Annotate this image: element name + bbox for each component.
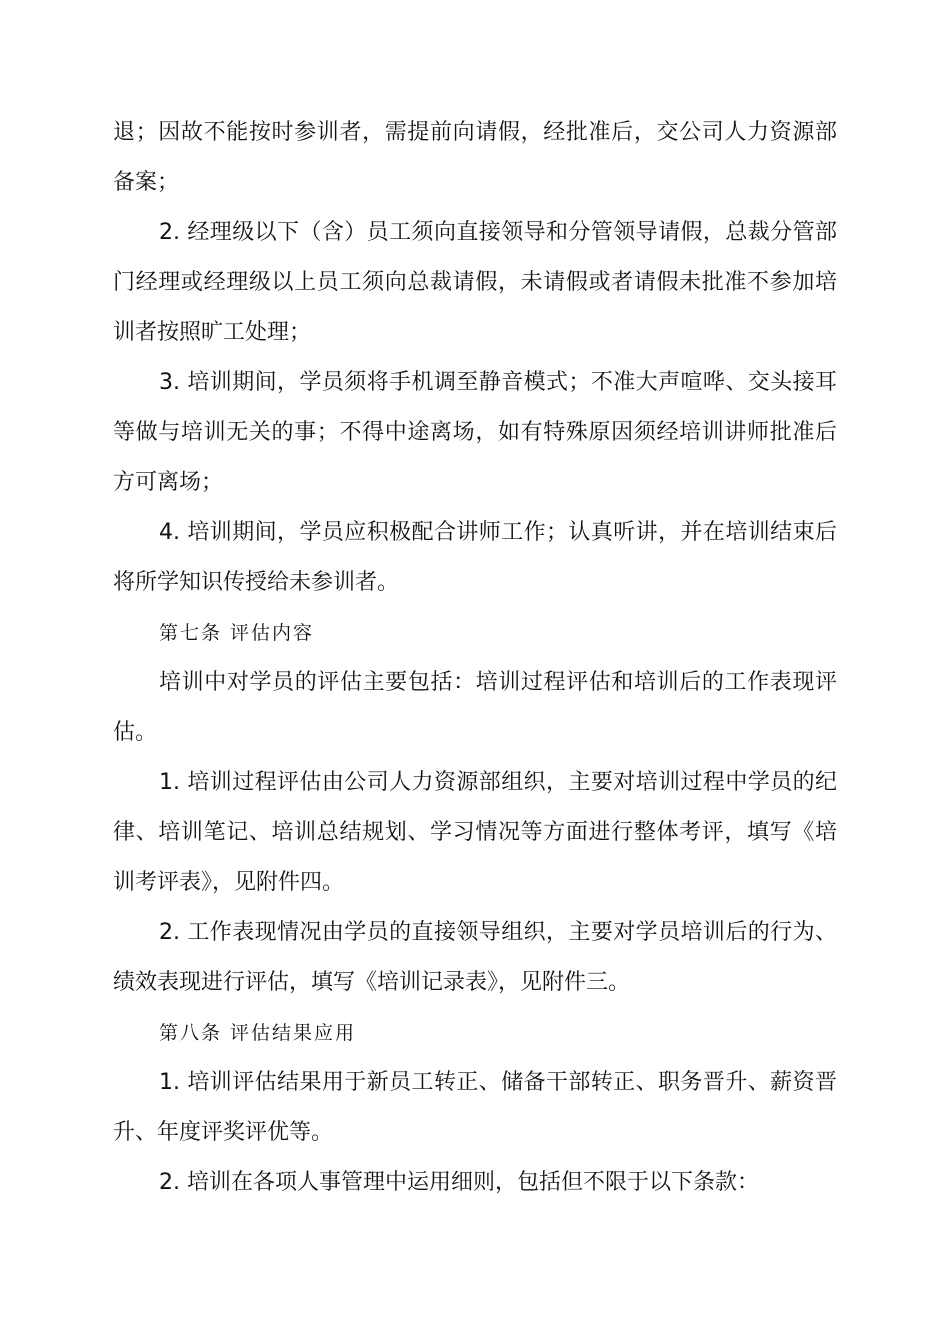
paragraph-hr-rules: 2. 培训在各项人事管理中运用细则，包括但不限于以下条款： [159, 1170, 759, 1195]
paragraph-item-2-leave-approval: 2. 经理级以下（含）员工须向直接领导和分管领导请假，总裁分管部门经理或经理级以上员工须向总裁请假，未请假或者请假未批准不参加培训者按照旷工处理； [113, 220, 837, 345]
article-7-heading: 第七条 评估内容 [159, 622, 315, 644]
paragraph-leave-filing: 退；因故不能按时参训者，需提前向请假，经批准后，交公司人力资源部备案； [113, 120, 837, 195]
paragraph-evaluation-intro: 培训中对学员的评估主要包括：培训过程评估和培训后的工作表现评估。 [113, 670, 837, 745]
paragraph-item-3-discipline: 3. 培训期间，学员须将手机调至静音模式；不准大声喧哗、交头接耳等做与培训无关的事；不得中途离场，如有特殊原因须经培训讲师批准后方可离场； [113, 370, 837, 495]
document-body [113, 108, 837, 1208]
paragraph-item-4-cooperation: 4. 培训期间，学员应积极配合讲师工作；认真听讲，并在培训结束后将所学知识传授给未参训者。 [113, 520, 837, 595]
paragraph-result-usage: 1. 培训评估结果用于新员工转正、储备干部转正、职务晋升、薪资晋升、年度评奖评优等。 [113, 1070, 837, 1145]
paragraph-process-evaluation: 1. 培训过程评估由公司人力资源部组织，主要对培训过程中学员的纪律、培训笔记、培训总结规划、学习情况等方面进行整体考评，填写《培训考评表》，见附件四。 [113, 770, 837, 895]
article-8-heading: 第八条 评估结果应用 [159, 1022, 357, 1044]
paragraph-performance-evaluation: 2. 工作表现情况由学员的直接领导组织，主要对学员培训后的行为、绩效表现进行评估，填写《培训记录表》，见附件三。 [113, 920, 837, 995]
